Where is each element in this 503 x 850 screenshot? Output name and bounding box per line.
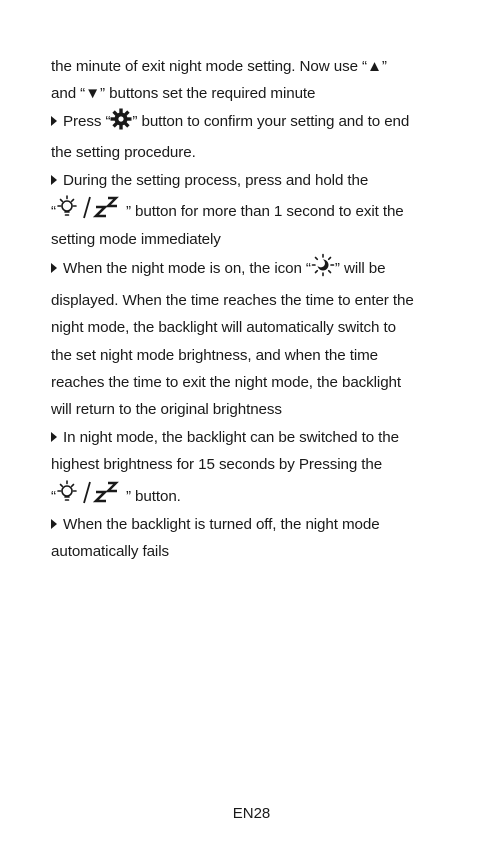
p4-line2: displayed. When the time reaches the time to enter the — [51, 291, 414, 309]
p1-line1: the minute of exit night mode setting. Now use “▲” — [51, 58, 387, 75]
p1-line2: and “▼” buttons set the required minute — [51, 85, 316, 103]
p4-line5: reaches the time to exit the night mode, the backlight — [51, 374, 402, 392]
bullet-triangle-icon — [51, 263, 57, 273]
p4-line1: When the night mode is on, the icon “ ” will be — [51, 253, 461, 286]
p2-line1: Press “ ” button to confirm your setting and to end — [51, 108, 461, 139]
p5-line3: “ ” button. — [51, 479, 461, 511]
manual-text — [51, 53, 461, 566]
p5-line1: In night mode, the backlight can be switched to the — [51, 424, 461, 451]
bullet-triangle-icon — [51, 432, 57, 442]
p4-line4: the set night mode brightness, and when the time — [51, 346, 378, 364]
p6-line1: When the backlight is turned off, the night mode — [51, 511, 461, 538]
p3-line3: setting mode immediately — [51, 231, 221, 249]
p2-line2: the setting procedure. — [51, 144, 196, 162]
p3-line2: “ ” button for more than 1 second to exit the — [51, 194, 461, 226]
p5-line2: highest brightness for 15 seconds by Pressing the — [51, 456, 383, 474]
p6-line2: automatically fails — [51, 543, 169, 561]
p4-line6: will return to the original brightness — [51, 401, 282, 419]
p3-line1: During the setting process, press and hold the — [51, 167, 461, 194]
page-number: EN28 — [232, 805, 271, 822]
bullet-triangle-icon — [51, 175, 57, 185]
night-mode-sun-moon-icon — [311, 253, 335, 286]
bullet-triangle-icon — [51, 519, 57, 529]
p4-line3: night mode, the backlight will automatically switch to — [51, 319, 396, 337]
gear-icon — [110, 108, 132, 139]
bullet-triangle-icon — [51, 116, 57, 126]
